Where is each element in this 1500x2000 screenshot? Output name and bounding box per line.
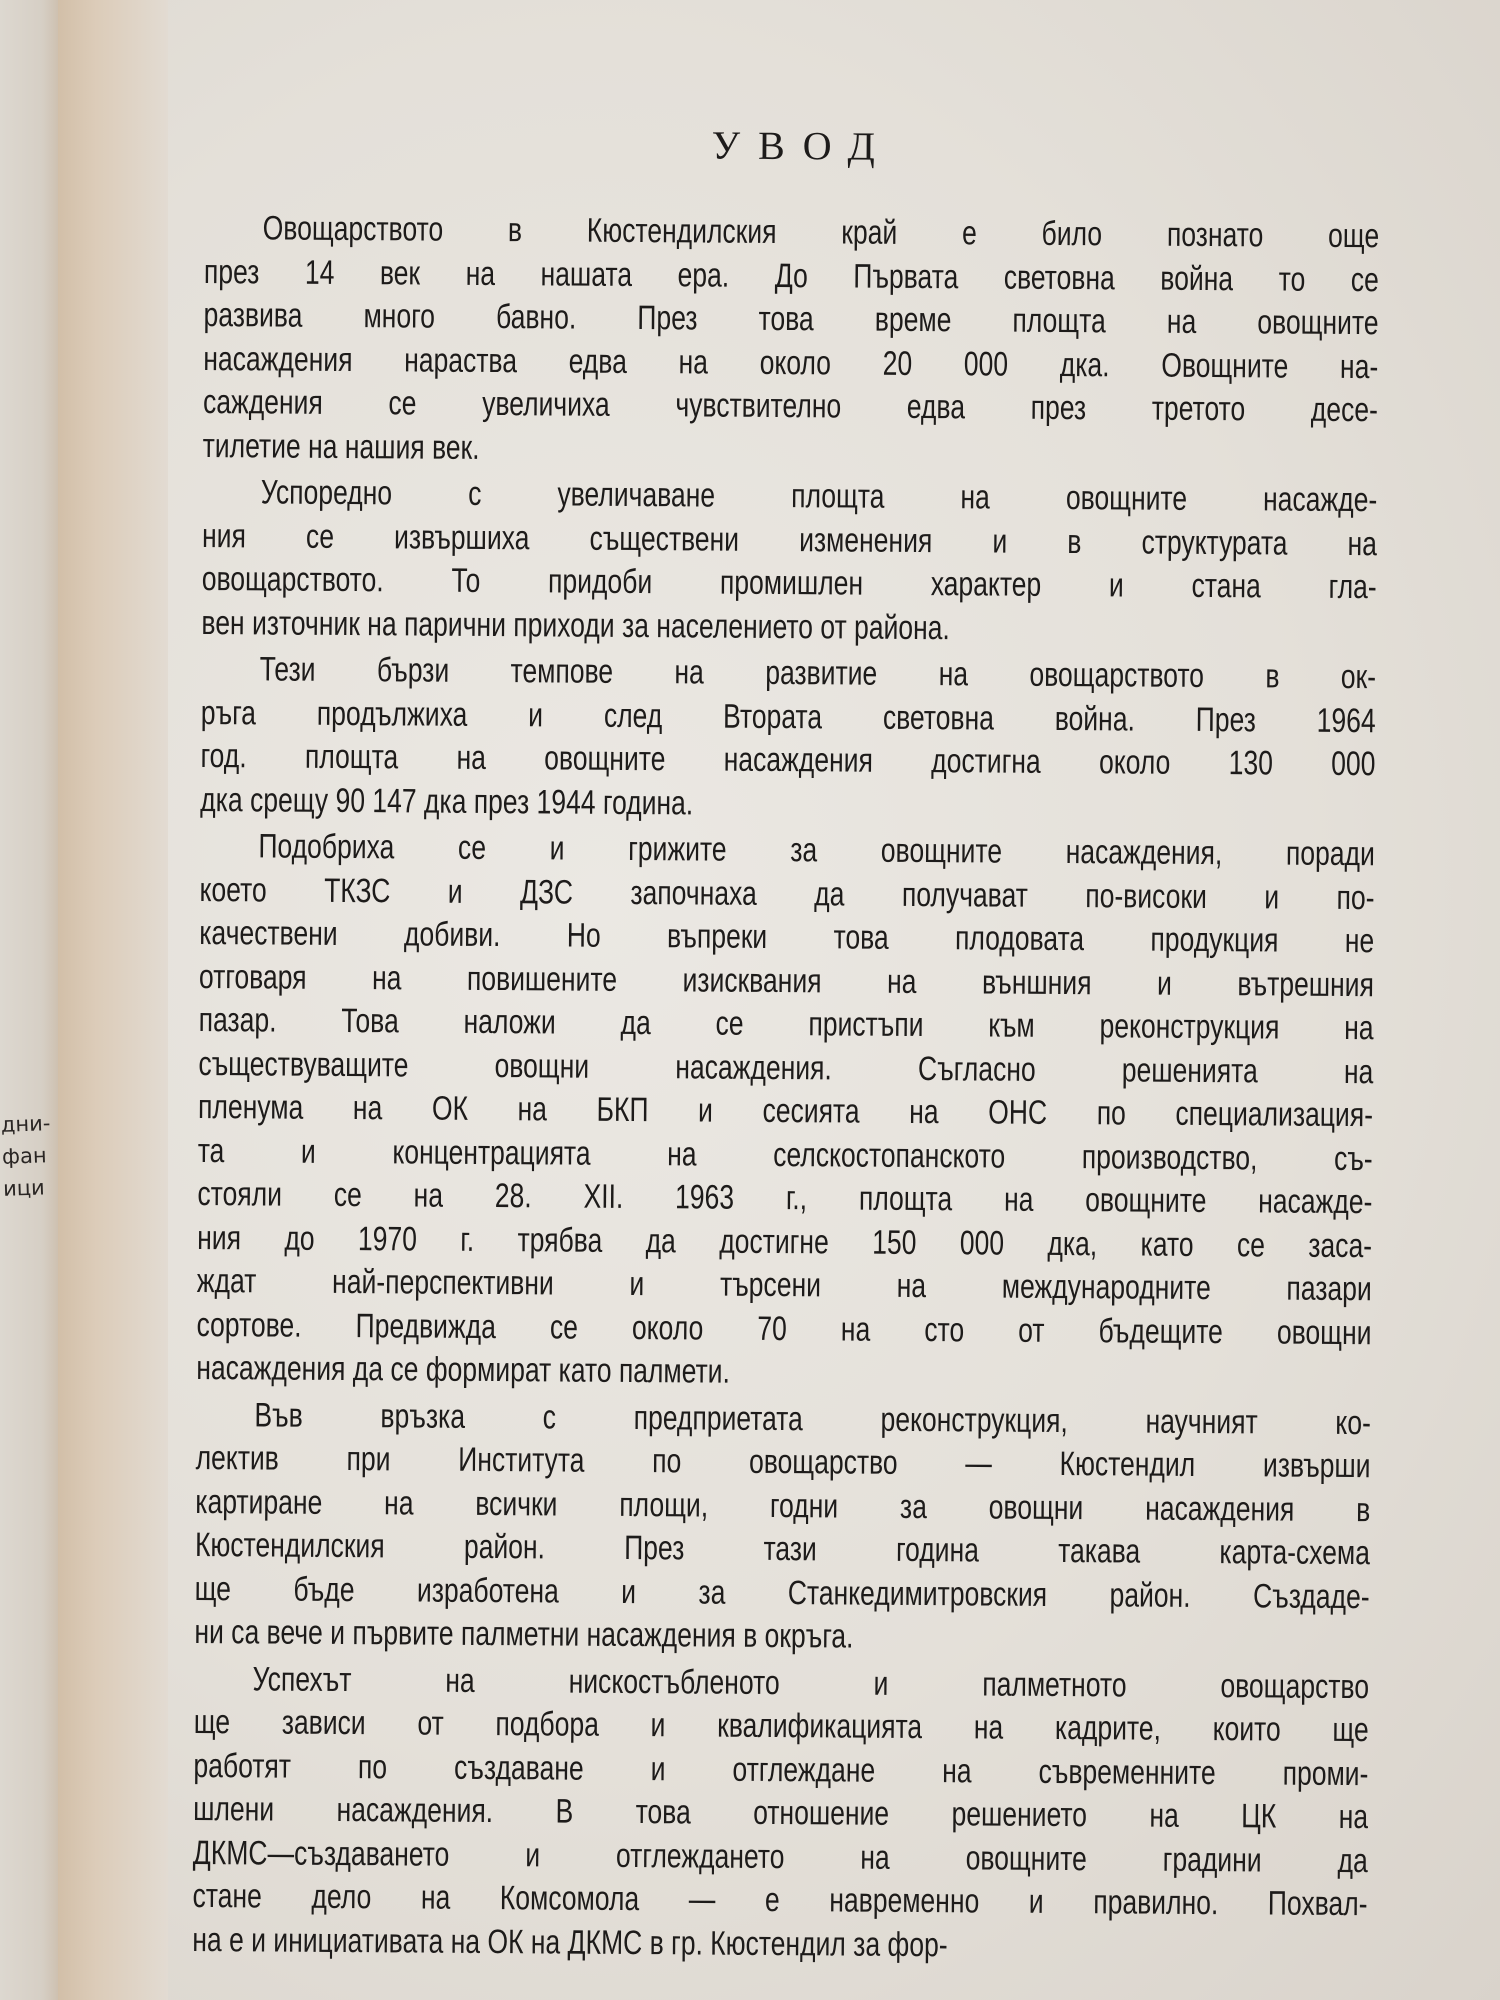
text-line: ждат най-перспективни и търсени на международните пазари <box>196 1261 1372 1309</box>
text-line: ръга продължиха и след Втората световна война. През 1964 <box>200 693 1376 740</box>
body-text <box>192 207 1379 1970</box>
fragment-line: дни- <box>0 1111 51 1137</box>
text-line: тилетие на нашия век. <box>202 426 480 467</box>
text-line: Овощарството в Кюстендилския край е било познато още <box>262 209 1380 256</box>
text-line: вен източник на парични приходи за населението от района. <box>201 603 951 647</box>
text-line: насаждения да се формират като палмети. <box>196 1348 731 1391</box>
text-line: год. площта на овощните насаждения достигна около 130 000 <box>200 736 1376 784</box>
text-line: което ТКЗС и ДЗС започнаха да получават по-високи и по- <box>199 870 1375 917</box>
paragraph <box>203 207 1380 476</box>
text-line: на е и инициативата на ОК на ДКМС в гр. Кюстендил за фор- <box>192 1920 948 1964</box>
book-page <box>192 118 1380 1973</box>
text-line: ния се извършиха съществени изменения и в структурата на <box>201 516 1378 563</box>
text-line: Успехът на нискостъбленото и палметното овощарство <box>252 1659 1370 1706</box>
text-line: работят по създаване и отглеждане на съвременните проми- <box>193 1746 1369 1793</box>
text-line: ще зависи от подбора и квалификацията на кадрите, които ще <box>193 1702 1369 1750</box>
text-line: Тези бързи темпове на развитие на овощарството в ок- <box>259 650 1377 697</box>
text-line: саждения се увеличиха чувствително едва през третото десе- <box>202 382 1379 430</box>
text-line: пазар. Това наложи да се пристъпи към реконструкция на <box>198 1000 1374 1048</box>
text-line: шлени насаждения. В това отношение решението на ЦК на <box>193 1789 1369 1837</box>
text-line: пленума на ОК на БКП и сесията на ОНС по специализация- <box>197 1087 1374 1135</box>
book-gutter <box>58 0 168 2000</box>
text-line: стане дело на Комсомола — е навременно и правилно. Похвал- <box>192 1876 1368 1924</box>
text-line: съществуващите овощни насаждения. Съгласно решенията на <box>198 1044 1374 1091</box>
facing-page-text-fragment <box>0 1107 53 1205</box>
text-line: дка срещу 90 147 дка през 1944 година. <box>200 780 694 822</box>
facing-page-edge <box>0 0 60 2000</box>
text-line: ще бъде изработена и за Станкедимитровския район. Създаде- <box>194 1569 1370 1616</box>
text-line: отговаря на повишените изисквания на външния и вътрешния <box>198 957 1375 1004</box>
text-line: Във връзка с предприетата реконструкция, научният ко- <box>254 1395 1372 1442</box>
text-line: Подобриха се и грижите за овощните насаждения, поради <box>258 827 1375 874</box>
text-line: та и концентрацията на селскостопанското производство, съ- <box>197 1131 1373 1178</box>
text-line: качествени добиви. Но въпреки това плодовата продукция не <box>199 913 1375 961</box>
paragraph <box>196 825 1375 1399</box>
text-line: стояли се на 28. XII. 1963 г., площта на овощните насажде- <box>197 1174 1373 1222</box>
paragraph <box>200 648 1376 830</box>
fragment-line: фан <box>1 1143 47 1169</box>
text-line: Кюстендилския район. През тази година такава карта-схема <box>194 1525 1371 1573</box>
paragraph <box>192 1657 1369 1970</box>
text-line: ни са вече и първите палметни насаждения в окръга. <box>194 1612 854 1656</box>
text-line: ДКМС—създаването и отглеждането на овощните градини да <box>192 1833 1368 1880</box>
text-line: картиране на всички площи, годни за овощни насаждения в <box>195 1482 1371 1529</box>
text-line: ния до 1970 г. трябва да достигне 150 000 дка, като се заса- <box>197 1218 1373 1265</box>
text-line: овощарството. То придоби промишлен характер и стана гла- <box>201 559 1377 607</box>
text-line: сортове. Предвижда се около 70 на сто от бъдещите овощни <box>196 1305 1372 1352</box>
fragment-line: ици <box>2 1175 46 1201</box>
paragraph <box>201 471 1377 653</box>
text-line: Успоредно с увеличаване площта на овощните насажде- <box>260 473 1378 520</box>
text-line: развива много бавно. През това време площта на овощните <box>203 295 1379 343</box>
chapter-title: УВОД <box>711 122 894 169</box>
paragraph <box>194 1393 1371 1662</box>
text-line: лектив при Института по овощарство — Кюстендил извърши <box>195 1438 1371 1486</box>
text-line: насаждения нараства едва на около 20 000 дка. Овощните на- <box>203 339 1379 386</box>
text-line: през 14 век на нашата ера. До Първата световна война то се <box>203 252 1379 299</box>
